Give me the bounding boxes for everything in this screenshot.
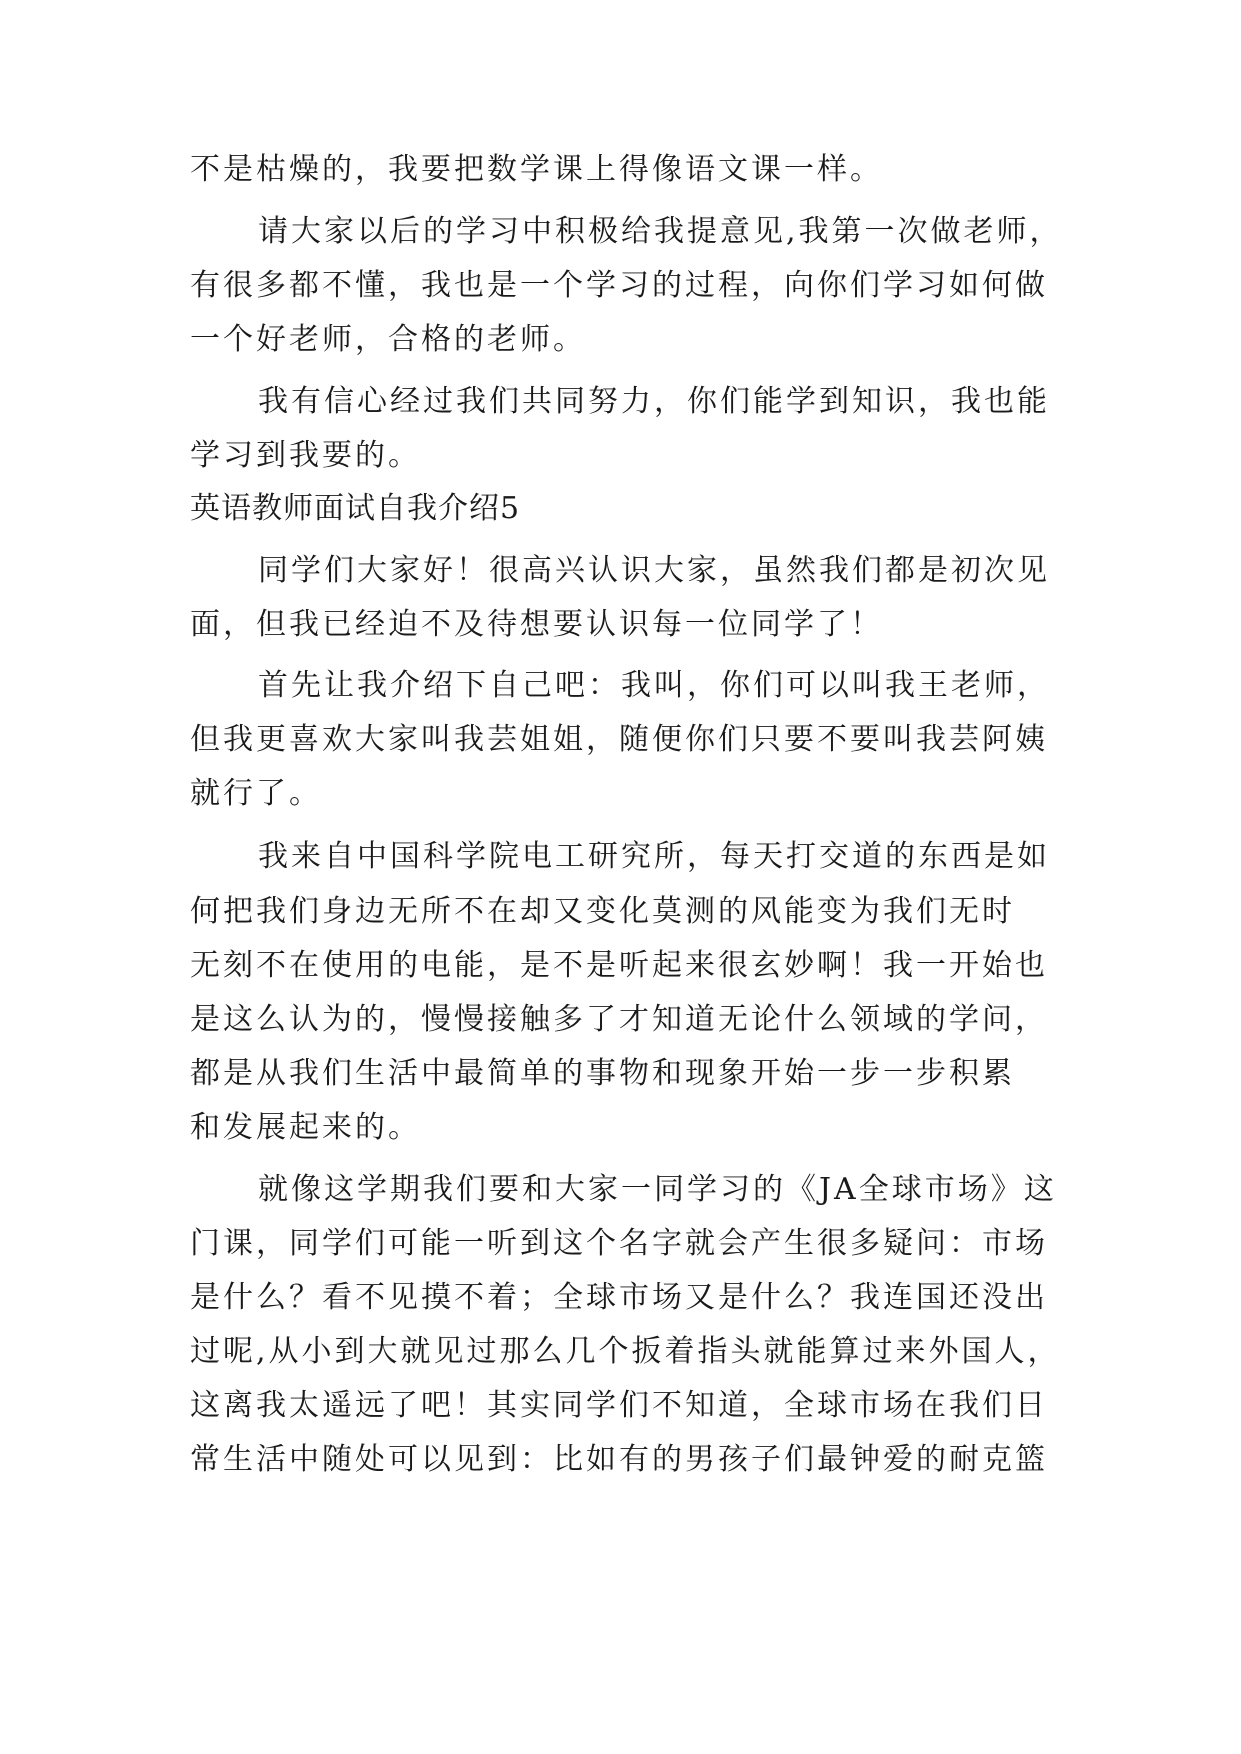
text-line: 请大家以后的学习中积极给我提意见,我第一次做老师， [258, 214, 1063, 249]
text-line: 首先让我介绍下自己吧：我叫，你们可以叫我王老师， [258, 668, 1050, 703]
text-line: 就行了。 [190, 776, 322, 811]
text-line: 我来自中国科学院电工研究所，每天打交道的东西是如 [258, 839, 1050, 874]
text-line: 无刻不在使用的电能，是不是听起来很玄妙啊！我一开始也 [190, 948, 1048, 983]
text-line: 面，但我已经迫不及待想要认识每一位同学了！ [190, 607, 883, 642]
text-line: 这离我太遥远了吧！其实同学们不知道，全球市场在我们日 [190, 1388, 1048, 1423]
text-line: 门课，同学们可能一听到这个名字就会产生很多疑问：市场 [190, 1226, 1048, 1261]
text-line: 就像这学期我们要和大家一同学习的《JA全球市场》这 [258, 1172, 1057, 1207]
text-line: 同学们大家好！很高兴认识大家，虽然我们都是初次见 [258, 553, 1050, 588]
text-line: 不是枯燥的，我要把数学课上得像语文课一样。 [190, 152, 883, 187]
text-line: 常生活中随处可以见到：比如有的男孩子们最钟爱的耐克篮 [190, 1442, 1048, 1477]
text-line: 和发展起来的。 [190, 1110, 421, 1145]
text-line: 但我更喜欢大家叫我芸姐姐，随便你们只要不要叫我芸阿姨 [190, 722, 1048, 757]
text-line: 是这么认为的，慢慢接触多了才知道无论什么领域的学问， [190, 1002, 1048, 1037]
text-line: 何把我们身边无所不在却又变化莫测的风能变为我们无时 [190, 894, 1015, 929]
text-line: 学习到我要的。 [190, 438, 421, 473]
text-line: 是什么？看不见摸不着；全球市场又是什么？我连国还没出 [190, 1280, 1048, 1315]
text-line: 有很多都不懂，我也是一个学习的过程，向你们学习如何做 [190, 268, 1048, 303]
text-line: 一个好老师，合格的老师。 [190, 322, 586, 357]
text-line: 都是从我们生活中最简单的事物和现象开始一步一步积累 [190, 1056, 1015, 1091]
text-line: 过呢,从小到大就见过那么几个扳着指头就能算过来外国人， [190, 1334, 1061, 1369]
section-heading: 英语教师面试自我介绍5 [190, 491, 521, 526]
text-line: 我有信心经过我们共同努力，你们能学到知识，我也能 [258, 384, 1050, 419]
